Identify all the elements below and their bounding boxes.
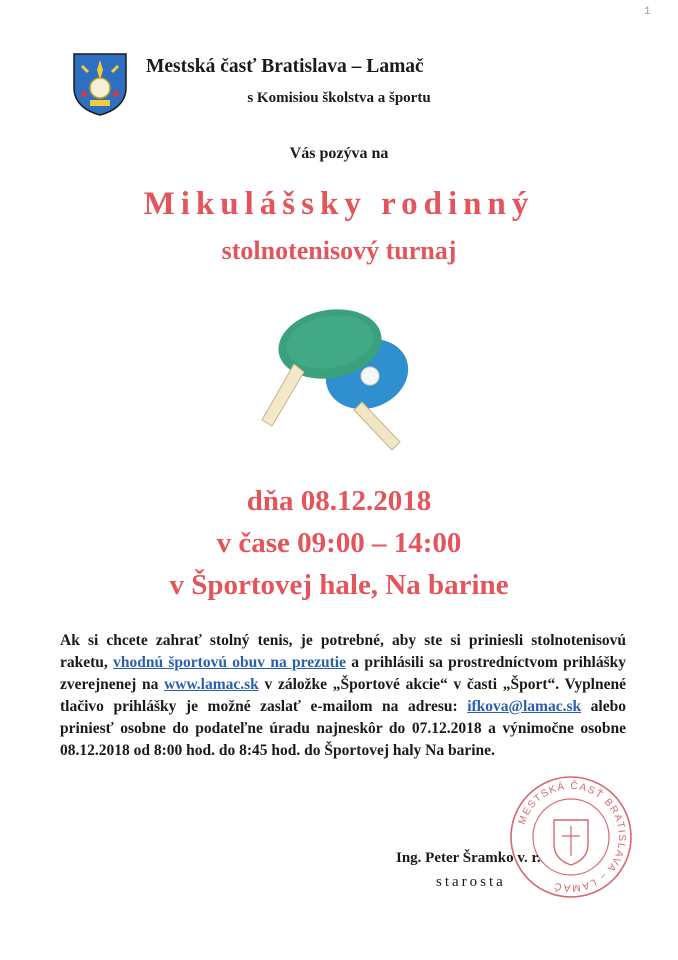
svg-text:MESTSKÁ ČASŤ BRATISLAVA – LAMA: MESTSKÁ ČASŤ BRATISLAVA – LAMAČ [516, 780, 628, 894]
event-time: v čase 09:00 – 14:00 [216, 527, 462, 559]
event-place: v Športovej hale, Na barine [169, 569, 509, 601]
signatory-name: Ing. Peter Šramko v. r. [396, 850, 541, 866]
invitation-line: Vás pozýva na [289, 145, 389, 162]
body-text-1: Ak si chcete zahrať stolný tenis, je potrebné, aby ste si priniesli stolnotenisovú raketu, [60, 632, 626, 671]
body-text-4: alebo priniesť osobne do podateľne úradu najneskôr do 07.12.2018 a výnimočne osobne 08.12.2018 od 8:00 hod. do 8:45 hod. do Športovej haly Na barine. [60, 698, 626, 759]
event-title-line1: Mikulášsky rodinný [143, 186, 535, 222]
body-paragraph [60, 630, 626, 762]
body-text-3: v záložke „Športové akcie“ v časti „Šport“. Vyplnené tlačivo prihlášky je možné zaslať e-mailom na adresu: [60, 676, 626, 715]
official-stamp [506, 772, 636, 902]
scan-page-mark: 1 [644, 6, 651, 18]
organization-subtitle: s Komisiou školstva a športu [247, 90, 431, 106]
event-date: dňa 08.12.2018 [246, 485, 432, 517]
email-link[interactable]: ifkova@lamac.sk [467, 698, 582, 715]
organization-name: Mestská časť Bratislava – Lamač [146, 56, 424, 77]
event-title-line2: stolnotenisový turnaj [221, 236, 457, 265]
signatory-title: starosta [436, 874, 506, 890]
table-tennis-paddles-icon [252, 302, 422, 462]
shoes-link[interactable]: vhodnú športovú obuv na prezutie [113, 654, 346, 671]
body-text-2: a prihlásili sa prostredníctvom prihlášky zverejnenej na [60, 654, 626, 693]
website-link[interactable]: www.lamac.sk [164, 676, 259, 693]
